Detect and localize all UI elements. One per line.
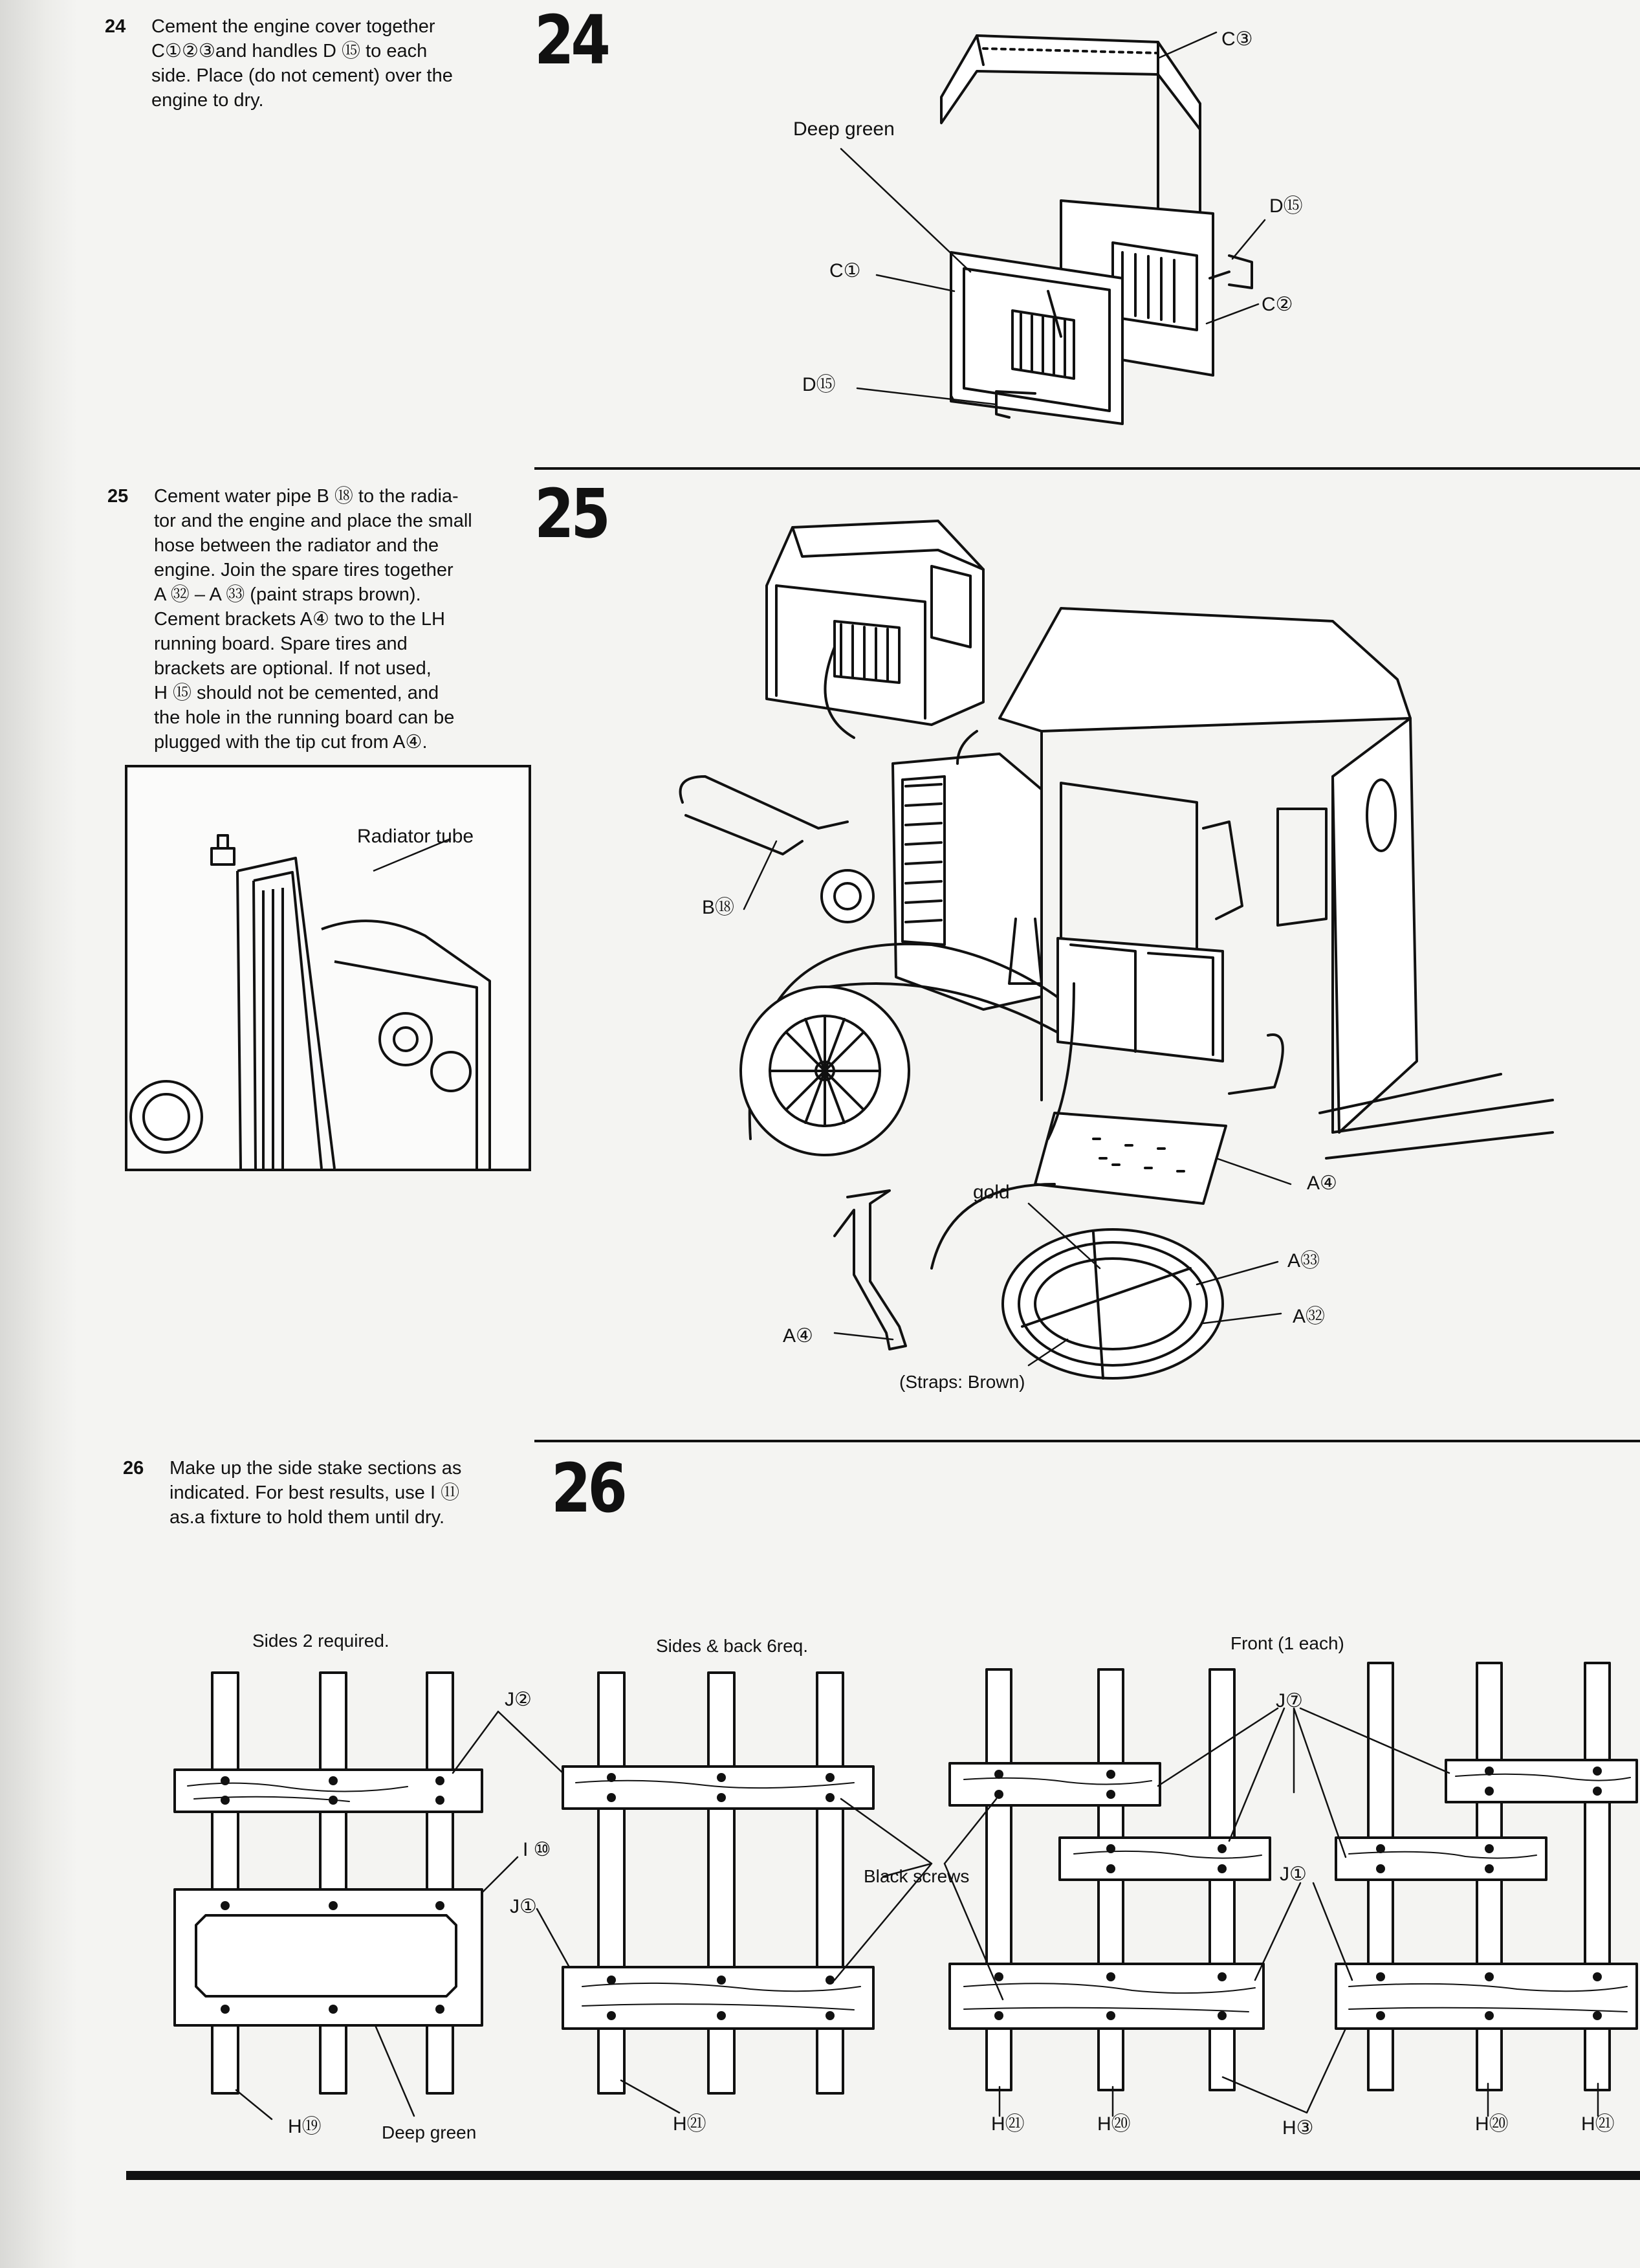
label-j7: J⑦ — [1276, 1690, 1303, 1712]
label-h20-b: H⑳ — [1475, 2113, 1509, 2135]
label-h21-c: H㉑ — [1581, 2113, 1615, 2135]
label-c3: C③ — [1221, 28, 1253, 50]
step-number: 26 — [123, 1458, 144, 1479]
instruction-line: engine to dry. — [151, 90, 264, 111]
step-number: 25 — [107, 486, 129, 507]
instruction-line: Cement water pipe B ⑱ to the radia- — [154, 486, 459, 507]
label-i10: I ⑩ — [523, 1839, 551, 1860]
label-deep-green: Deep green — [793, 118, 895, 140]
instruction-line: Cement brackets A④ two to the LH — [154, 609, 445, 630]
instruction-line: brackets are optional. If not used, — [154, 658, 432, 679]
car-assembly-illustration — [681, 521, 1553, 1378]
group-sides-title: Sides 2 required. — [252, 1631, 389, 1651]
label-h21-b: H㉑ — [991, 2113, 1025, 2135]
label-gold: gold — [973, 1182, 1010, 1203]
instruction-line: C①②③and handles D ⑮ to each — [151, 41, 428, 61]
label-a4-left: A④ — [783, 1325, 813, 1347]
label-a33: A㉝ — [1287, 1250, 1320, 1272]
label-j1-right: J① — [1280, 1864, 1307, 1885]
label-a4-right: A④ — [1307, 1173, 1337, 1194]
label-h3: H③ — [1282, 2117, 1314, 2139]
group-sides-back-title: Sides & back 6req. — [656, 1636, 809, 1656]
label-b18: B⑱ — [702, 897, 735, 918]
instruction-line: H ⑮ should not be cemented, and — [154, 683, 439, 703]
instruction-line: Make up the side stake sections as — [169, 1458, 462, 1479]
step-26-heading: 26 — [551, 1449, 624, 1528]
engine-cover-illustration — [941, 36, 1252, 424]
step-25-heading: 25 — [534, 474, 607, 553]
group-front-title: Front (1 each) — [1230, 1633, 1344, 1653]
step-number: 24 — [105, 16, 126, 37]
instruction-line: the hole in the running board can be — [154, 707, 455, 728]
radiator-tube-inset — [125, 765, 531, 1171]
label-h21-a: H㉑ — [673, 2113, 706, 2135]
section-divider — [534, 1440, 1640, 1442]
label-d15-top: D⑮ — [1269, 195, 1303, 217]
label-c2: C② — [1262, 294, 1293, 315]
instruction-line: as.a fixture to hold them until dry. — [169, 1507, 445, 1528]
step-26-instructions — [123, 1456, 532, 1530]
label-c1: C① — [829, 260, 861, 281]
step-24-heading: 24 — [534, 1, 607, 80]
label-radiator-tube: Radiator tube — [357, 826, 474, 847]
label-j2: J② — [505, 1689, 532, 1710]
label-j1-left: J① — [510, 1896, 537, 1917]
section-divider — [534, 467, 1640, 470]
label-straps-brown: (Straps: Brown) — [899, 1372, 1025, 1392]
label-a32: A㉜ — [1293, 1306, 1326, 1327]
instruction-line: running board. Spare tires and — [154, 633, 408, 654]
instruction-line: indicated. For best results, use I ⑪ — [169, 1482, 460, 1503]
instruction-line: Cement the engine cover together — [151, 16, 435, 37]
label-h19: H⑲ — [288, 2116, 322, 2137]
instruction-line: side. Place (do not cement) over the — [151, 65, 453, 86]
step-25-instructions — [107, 484, 516, 754]
instruction-line: plugged with the tip cut from A④. — [154, 732, 428, 753]
label-d15-bottom: D⑮ — [802, 374, 836, 395]
instruction-line: hose between the radiator and the — [154, 535, 439, 556]
instruction-line: A ㉜ – A ㉝ (paint straps brown). — [154, 584, 421, 605]
page-footer-rule — [126, 2171, 1640, 2180]
label-black-screws: Black screws — [864, 1866, 970, 1886]
label-h20-a: H⑳ — [1097, 2113, 1131, 2135]
label-deep-green-sign: Deep green — [382, 2122, 477, 2142]
instruction-line: engine. Join the spare tires together — [154, 560, 454, 580]
instruction-line: tor and the engine and place the small — [154, 511, 472, 531]
